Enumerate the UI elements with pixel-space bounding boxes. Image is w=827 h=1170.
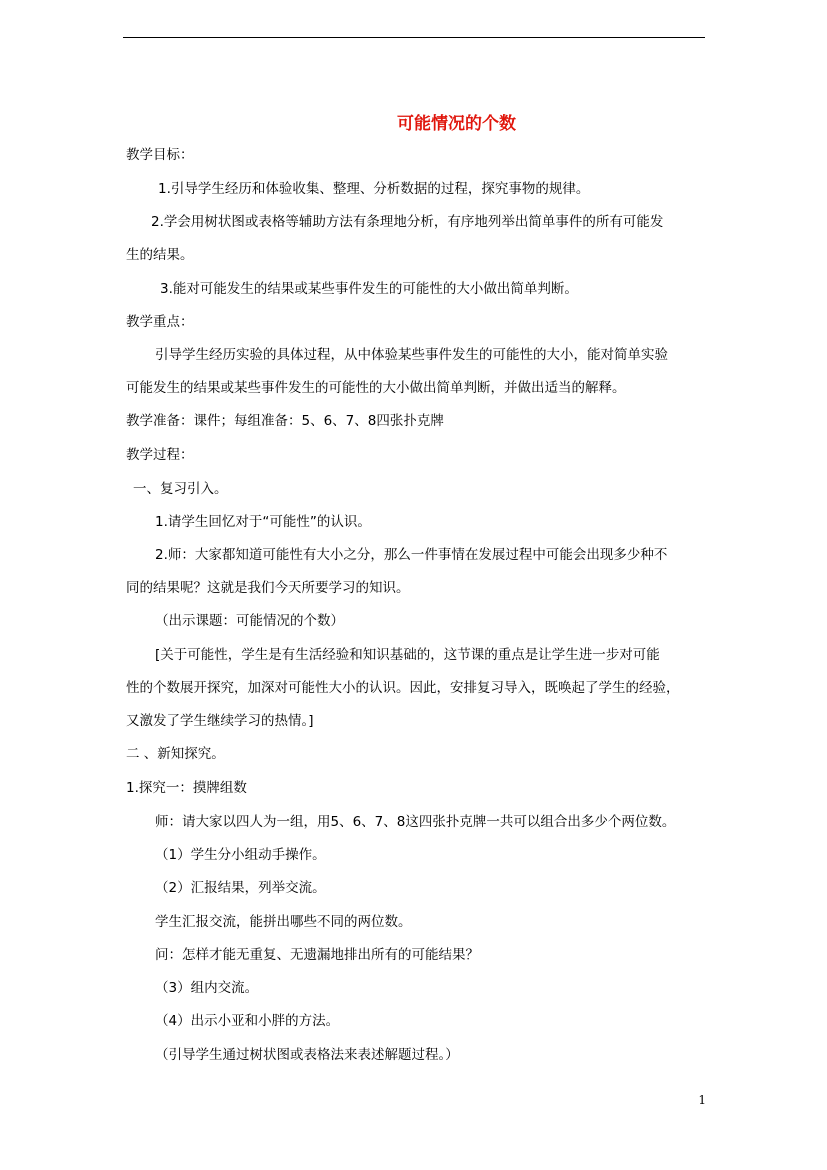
paragraph-line: 师：请大家以四人为一组，用5、6、7、8这四张扑克牌一共可以组合出多少个两位数。 bbox=[155, 814, 676, 830]
section-heading-objectives: 教学目标： bbox=[126, 147, 194, 163]
page-number: 1 bbox=[698, 1093, 706, 1107]
paragraph-line: 2.师：大家都知道可能性有大小之分，那么一件事情在发展过程中可能会出现多少种不 bbox=[155, 547, 668, 563]
section-heading-key-points: 教学重点： bbox=[126, 314, 194, 330]
paragraph-line: 性的个数展开探究，加深对可能性大小的认识。因此，安排复习导入，既唤起了学生的经验， bbox=[126, 680, 680, 696]
paragraph-line: 3.能对可能发生的结果或某些事件发生的可能性的大小做出简单判断。 bbox=[160, 281, 578, 297]
paragraph-line: （出示课题：可能情况的个数） bbox=[155, 613, 344, 629]
subsection-heading: 一、复习引入。 bbox=[133, 481, 228, 497]
paragraph-line: （3）组内交流。 bbox=[155, 980, 259, 996]
subsection-heading: 1.探究一：摸牌组数 bbox=[126, 780, 247, 796]
paragraph-line: 学生汇报交流，能拼出哪些不同的两位数。 bbox=[155, 914, 412, 930]
paragraph-line: 可能发生的结果或某些事件发生的可能性的大小做出简单判断，并做出适当的解释。 bbox=[126, 380, 626, 396]
paragraph-line: 又激发了学生继续学习的热情。] bbox=[126, 713, 314, 729]
subsection-heading: 二 、新知探究。 bbox=[126, 746, 225, 762]
paragraph-line: （4）出示小亚和小胖的方法。 bbox=[155, 1013, 340, 1029]
paragraph-line: 1.请学生回忆对于“可能性”的认识。 bbox=[155, 514, 371, 530]
paragraph-line: 引导学生经历实验的具体过程，从中体验某些事件发生的可能性的大小，能对简单实验 bbox=[155, 347, 668, 363]
paragraph-line: （引导学生通过树状图或表格法来表述解题过程。） bbox=[155, 1047, 459, 1063]
paragraph-line: 1.引导学生经历和体验收集、整理、分析数据的过程，探究事物的规律。 bbox=[158, 181, 590, 197]
paragraph-line: 生的结果。 bbox=[126, 247, 194, 263]
document-title: 可能情况的个数 bbox=[397, 114, 516, 134]
paragraph-line: 问：怎样才能无重复、无遗漏地排出所有的可能结果？ bbox=[155, 947, 479, 963]
section-heading-process: 教学过程： bbox=[126, 447, 194, 463]
paragraph-line: 2.学会用树状图或表格等辅助方法有条理地分析，有序地列举出简单事件的所有可能发 bbox=[151, 214, 664, 230]
header-rule bbox=[123, 37, 705, 38]
section-heading-preparation: 教学准备：课件；每组准备：5、6、7、8四张扑克牌 bbox=[126, 413, 444, 429]
paragraph-line: （2）汇报结果，列举交流。 bbox=[155, 880, 326, 896]
paragraph-line: [关于可能性，学生是有生活经验和知识基础的，这节课的重点是让学生进一步对可能 bbox=[155, 647, 660, 663]
paragraph-line: （1）学生分小组动手操作。 bbox=[155, 847, 326, 863]
paragraph-line: 同的结果呢？这就是我们今天所要学习的知识。 bbox=[126, 580, 410, 596]
